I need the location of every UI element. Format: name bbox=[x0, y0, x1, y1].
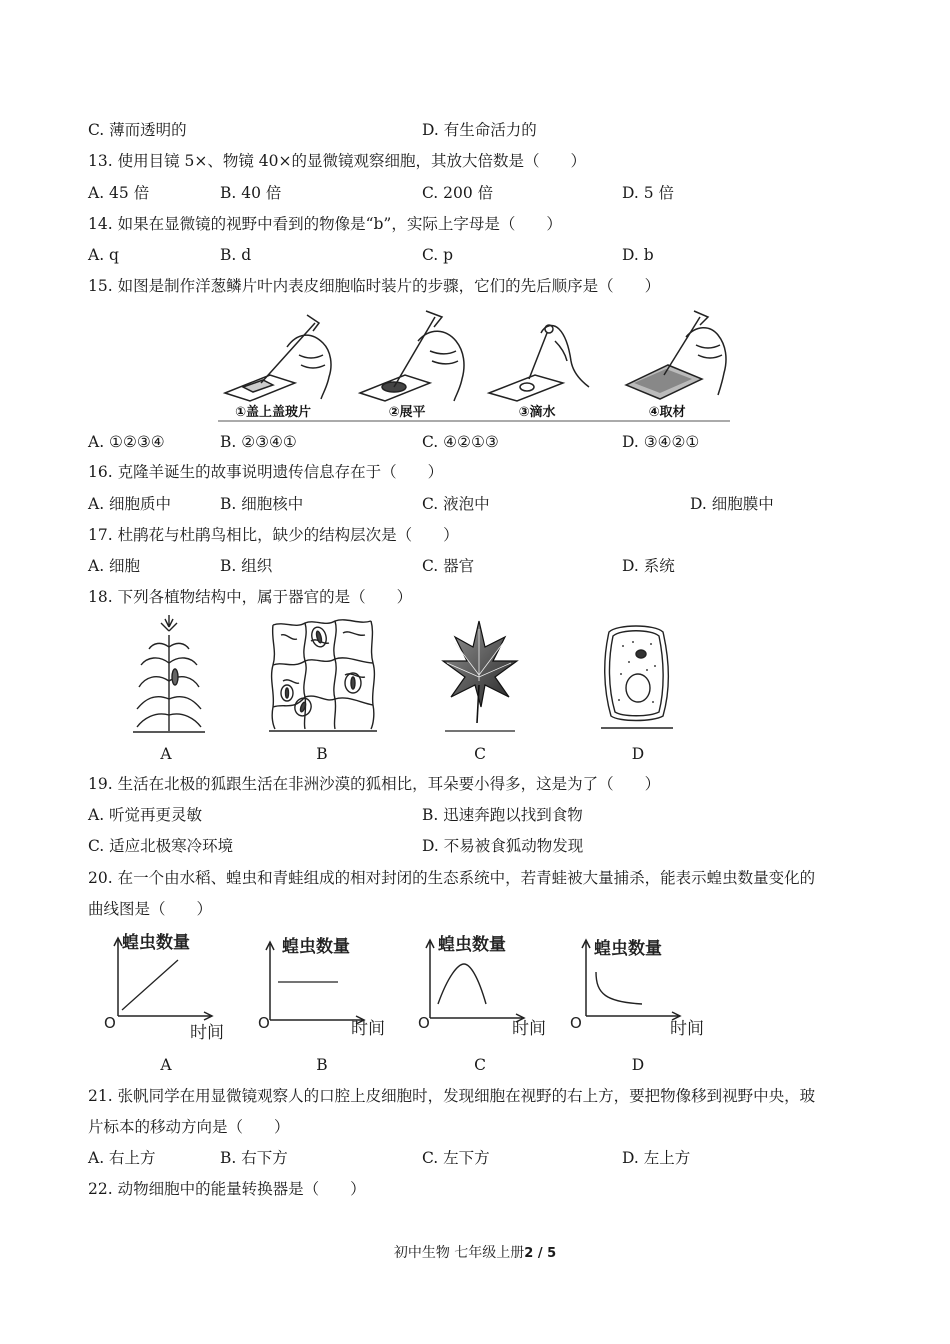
q19-option-a: A. 听觉再更灵敏 bbox=[88, 806, 203, 824]
q21-stem-line2: 片标本的移动方向是（ ） bbox=[88, 1118, 290, 1136]
footer-title: 初中生物 七年级上册 bbox=[393, 1245, 525, 1261]
graph-d-origin: O bbox=[570, 1014, 582, 1032]
q20-graph-c bbox=[412, 928, 557, 1043]
q14-stem: 14. 如果在显微镜的视野中看到的物像是“b”，实际上字母是（ ） bbox=[88, 215, 562, 233]
page-number: 2 / 5 bbox=[524, 1246, 557, 1261]
q17-option-c: C. 器官 bbox=[422, 557, 475, 575]
graph-d-curve bbox=[596, 972, 642, 1004]
graph-a-curve bbox=[122, 960, 178, 1010]
graph-b-xlabel: 时间 bbox=[351, 1019, 385, 1039]
step-spread-illustration bbox=[360, 311, 464, 401]
q13-option-b: B. 40 倍 bbox=[220, 184, 282, 202]
q20-label-b: B bbox=[316, 1056, 328, 1074]
q18-leaf-figure bbox=[437, 615, 522, 735]
graph-c-curve bbox=[438, 964, 486, 1004]
q18-label-c: C bbox=[474, 745, 486, 763]
q18-epidermis-tissue-figure bbox=[265, 615, 380, 735]
q18-plant-cell-figure bbox=[597, 618, 677, 733]
q13-option-d: D. 5 倍 bbox=[622, 184, 675, 202]
graph-a-origin: O bbox=[104, 1014, 116, 1032]
q17-option-d: D. 系统 bbox=[622, 557, 675, 575]
q13-stem: 13. 使用目镜 5×、物镜 40×的显微镜观察细胞，其放大倍数是（ ） bbox=[88, 152, 586, 170]
q21-option-b: B. 右下方 bbox=[220, 1149, 288, 1167]
q20-label-a: A bbox=[160, 1056, 172, 1074]
step-label-3: ③滴水 bbox=[518, 405, 556, 420]
q15-option-b: B. ②③④① bbox=[220, 433, 297, 451]
q21-option-a: A. 右上方 bbox=[88, 1149, 156, 1167]
step-drop-water-illustration bbox=[489, 325, 589, 401]
step-label-2: ②展平 bbox=[388, 405, 426, 420]
q13-option-a: A. 45 倍 bbox=[88, 184, 150, 202]
q17-option-a: A. 细胞 bbox=[88, 557, 141, 575]
q15-option-c: C. ④②①③ bbox=[422, 433, 499, 451]
q15-option-d: D. ③④②① bbox=[622, 433, 700, 451]
q16-option-d: D. 细胞膜中 bbox=[690, 495, 774, 513]
q20-stem-line1: 20. 在一个由水稻、蝗虫和青蛙组成的相对封闭的生态系统中，若青蛙被大量捕杀，能表示蝗虫数量变化的 bbox=[88, 869, 816, 887]
graph-b-origin: O bbox=[258, 1014, 270, 1032]
q16-option-a: A. 细胞质中 bbox=[88, 495, 172, 513]
graph-d-xlabel: 时间 bbox=[670, 1019, 704, 1039]
graph-c-ylabel: 蝗虫数量 bbox=[438, 935, 506, 955]
q15-option-a: A. ①②③④ bbox=[88, 433, 165, 451]
q21-option-c: C. 左下方 bbox=[422, 1149, 490, 1167]
q17-option-b: B. 组织 bbox=[220, 557, 273, 575]
q19-stem: 19. 生活在北极的狐跟生活在非洲沙漠的狐相比，耳朵要小得多，这是为了（ ） bbox=[88, 775, 661, 793]
q20-graph-a bbox=[100, 928, 240, 1043]
q13-option-c: C. 200 倍 bbox=[422, 184, 494, 202]
graph-d-ylabel: 蝗虫数量 bbox=[594, 939, 662, 959]
q12-option-c: C. 薄而透明的 bbox=[88, 121, 187, 139]
step-label-4: ④取材 bbox=[648, 405, 686, 420]
q18-label-a: A bbox=[160, 745, 172, 763]
q14-option-d: D. b bbox=[622, 246, 654, 264]
q14-option-b: B. d bbox=[220, 246, 252, 264]
q19-option-c: C. 适应北极寒冷环境 bbox=[88, 837, 234, 855]
graph-a-xlabel: 时间 bbox=[190, 1023, 224, 1043]
q19-option-d: D. 不易被食狐动物发现 bbox=[422, 837, 584, 855]
graph-b-ylabel: 蝗虫数量 bbox=[282, 937, 350, 957]
page-footer bbox=[0, 1242, 950, 1262]
q21-option-d: D. 左上方 bbox=[622, 1149, 691, 1167]
q19-option-b: B. 迅速奔跑以找到食物 bbox=[422, 806, 583, 824]
q16-option-b: B. 细胞核中 bbox=[220, 495, 304, 513]
q16-stem: 16. 克隆羊诞生的故事说明遗传信息存在于（ ） bbox=[88, 463, 444, 481]
q20-graph-d bbox=[566, 928, 716, 1043]
step-cover-slip-illustration bbox=[225, 315, 331, 401]
step-take-material-illustration bbox=[626, 311, 726, 399]
q18-label-b: B bbox=[316, 745, 328, 763]
q18-stem: 18. 下列各植物结构中，属于器官的是（ ） bbox=[88, 588, 413, 606]
q18-label-d: D bbox=[631, 745, 645, 763]
q15-stem: 15. 如图是制作洋葱鳞片叶内表皮细胞临时装片的步骤，它们的先后顺序是（ ） bbox=[88, 277, 661, 295]
q14-option-a: A. q bbox=[88, 246, 119, 264]
q14-option-c: C. p bbox=[422, 246, 454, 264]
graph-a-ylabel: 蝗虫数量 bbox=[122, 933, 190, 953]
graph-c-origin: O bbox=[418, 1014, 430, 1032]
q16-option-c: C. 液泡中 bbox=[422, 495, 490, 513]
q15-steps-figure bbox=[215, 303, 735, 425]
q21-stem-line1: 21. 张帆同学在用显微镜观察人的口腔上皮细胞时，发现细胞在视野的右上方，要把物像移到视野中央，玻 bbox=[88, 1087, 816, 1105]
q17-stem: 17. 杜鹃花与杜鹃鸟相比，缺少的结构层次是（ ） bbox=[88, 526, 459, 544]
q12-option-d: D. 有生命活力的 bbox=[422, 121, 537, 139]
step-label-1: ①盖上盖玻片 bbox=[234, 405, 312, 420]
graph-c-xlabel: 时间 bbox=[512, 1019, 546, 1039]
q20-label-d: D bbox=[631, 1056, 645, 1074]
q18-corn-plant-figure bbox=[125, 615, 215, 735]
q20-stem-line2: 曲线图是（ ） bbox=[88, 900, 213, 918]
q20-graph-b bbox=[256, 928, 396, 1043]
q20-label-c: C bbox=[474, 1056, 486, 1074]
q22-stem: 22. 动物细胞中的能量转换器是（ ） bbox=[88, 1180, 366, 1198]
